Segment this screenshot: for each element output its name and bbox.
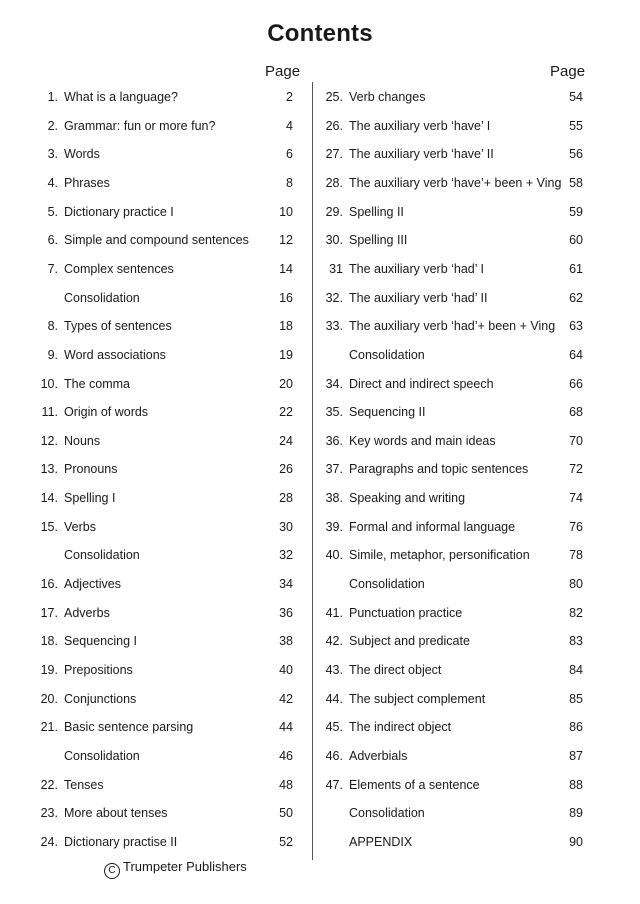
toc-entry [313, 689, 640, 709]
toc-entry-page: 74 [569, 491, 583, 506]
toc-entry-number: 29. [325, 204, 343, 219]
toc-entry-title: Conjunctions [64, 691, 137, 706]
toc-entry-number: 39. [325, 519, 343, 534]
toc-entry-number: 22. [40, 777, 58, 792]
toc-entry-page: 4 [286, 118, 293, 133]
toc-entry-page: 55 [569, 118, 583, 133]
toc-entry [0, 144, 312, 164]
toc-entry-page: 48 [279, 777, 293, 792]
toc-entry-page: 46 [279, 748, 293, 763]
toc-entry [0, 689, 312, 709]
toc-entry-page: 76 [569, 519, 583, 534]
toc-entry-title: The auxiliary verb ‘have’ II [349, 147, 494, 162]
toc-entry-number: 36. [325, 433, 343, 448]
toc-entry-title: More about tenses [64, 806, 168, 821]
toc-entry-number: 26. [325, 118, 343, 133]
toc-entry [313, 631, 640, 651]
toc-entry-number: 45. [325, 720, 343, 735]
toc-entry [0, 660, 312, 680]
copyright-icon: C [104, 863, 120, 879]
toc-entry [313, 87, 640, 107]
toc-entry-number: 6. [47, 233, 58, 248]
toc-entry-title: Spelling II [349, 204, 404, 219]
toc-entry [313, 230, 640, 250]
toc-entry-title: Adverbials [349, 748, 408, 763]
toc-entry-number: 34. [325, 376, 343, 391]
toc-entry-page: 86 [569, 720, 583, 735]
toc-entry-page: 85 [569, 691, 583, 706]
toc-entry-title: Grammar: fun or more fun? [64, 118, 216, 133]
toc-entry-page: 88 [569, 777, 583, 792]
toc-entry-number: 1. [47, 90, 58, 104]
toc-entry-title: Simple and compound sentences [64, 233, 249, 248]
toc-entry-title: Adverbs [64, 605, 110, 620]
toc-entry-title: Subject and predicate [349, 634, 470, 649]
toc-entry-number: 8. [47, 319, 58, 334]
toc-entry-title: Punctuation practice [349, 605, 463, 620]
toc-entry-number: 42. [325, 634, 343, 649]
toc-entry-number: 44. [325, 691, 343, 706]
toc-entry [313, 259, 640, 279]
toc-entry [313, 202, 640, 222]
toc-entry-title: Dictionary practice I [64, 204, 174, 219]
toc-entry-page: 40 [279, 663, 293, 677]
toc-entry-title: The comma [64, 376, 130, 391]
toc-entry [313, 402, 640, 422]
toc-entry-page: 26 [279, 462, 293, 477]
toc-entry-title: Phrases [64, 175, 110, 190]
toc-entry-page: 18 [279, 319, 293, 334]
toc-entry-page: 82 [569, 605, 583, 620]
toc-entry-number: 46. [325, 748, 343, 763]
toc-entry-page: 14 [279, 261, 293, 276]
toc-entry-number: 17. [40, 605, 58, 620]
toc-entry-number: 27. [325, 147, 343, 162]
toc-entry [313, 488, 640, 508]
toc-entry-number: 37. [325, 462, 343, 477]
toc-entry-page: 32 [279, 548, 293, 563]
toc-entry-number: 14. [40, 491, 58, 506]
toc-entry-number: 9. [47, 347, 58, 362]
page-title: Contents [267, 20, 373, 47]
toc-entry-page: 64 [569, 347, 583, 362]
toc-entry-page: 22 [279, 405, 293, 420]
toc-entry [0, 374, 312, 394]
toc-entry-number: 30. [325, 233, 343, 248]
toc-entry-page: 34 [279, 577, 293, 592]
toc-entry-page: 90 [569, 834, 583, 849]
toc-entry [0, 545, 312, 565]
toc-entry-title: Types of sentences [64, 319, 172, 334]
toc-entry-page: 8 [286, 175, 293, 190]
toc-entry [313, 316, 640, 336]
toc-entry-title: Words [64, 147, 100, 162]
toc-entry-page: 2 [286, 90, 293, 104]
toc-entry-page: 19 [279, 347, 293, 362]
toc-entry [0, 431, 312, 451]
toc-entry-title: The auxiliary verb ‘have’ I [349, 118, 491, 133]
toc-entry-title: The direct object [349, 663, 442, 677]
toc-entry [313, 574, 640, 594]
toc-entry [313, 717, 640, 737]
toc-entry [0, 717, 312, 737]
toc-entry [313, 746, 640, 766]
toc-entry-page: 42 [279, 691, 293, 706]
toc-entry [313, 288, 640, 308]
toc-entry-title: Consolidation [349, 347, 425, 362]
publisher-name: Trumpeter Publishers [123, 859, 247, 874]
toc-entry [0, 87, 312, 107]
toc-entry-page: 54 [569, 90, 583, 104]
toc-entry [0, 775, 312, 795]
toc-entry [313, 116, 640, 136]
toc-entry [0, 832, 312, 852]
toc-entry-title: Adjectives [64, 577, 121, 592]
toc-entry-title: Speaking and writing [349, 491, 466, 506]
toc-entry-title: Sequencing I [64, 634, 137, 649]
toc-entry [313, 144, 640, 164]
toc-entry-page: 72 [569, 462, 583, 477]
toc-entry-number: 7. [47, 261, 58, 276]
toc-entry-title: Consolidation [64, 548, 140, 563]
toc-entry-number: 3. [47, 147, 58, 162]
toc-entry-number: 10. [40, 376, 58, 391]
toc-entry-page: 36 [279, 605, 293, 620]
toc-entry-title: Complex sentences [64, 261, 174, 276]
toc-entry-title: Origin of words [64, 405, 149, 420]
toc-entry-number: 35. [325, 405, 343, 420]
toc-entry-number: 18. [40, 634, 58, 649]
toc-entry-number: 15. [40, 519, 58, 534]
toc-entry [0, 603, 312, 623]
toc-entry [0, 402, 312, 422]
toc-entry [0, 631, 312, 651]
toc-entry [0, 173, 312, 193]
toc-entry-page: 78 [569, 548, 583, 563]
toc-entry [0, 517, 312, 537]
toc-entry-page: 58 [569, 175, 583, 190]
toc-entry [0, 803, 312, 823]
toc-entry-number: 11. [41, 405, 58, 420]
toc-entry [313, 173, 640, 193]
toc-entry-title: Dictionary practise II [64, 834, 178, 849]
toc-entry-title: Pronouns [64, 462, 118, 477]
toc-entry-title: The subject complement [349, 691, 486, 706]
toc-entry-page: 63 [569, 319, 583, 334]
toc-entry-page: 62 [569, 290, 583, 305]
toc-entry [313, 345, 640, 365]
toc-entry-title: Prepositions [64, 663, 133, 677]
footer [104, 858, 247, 879]
toc-entry-title: Formal and informal language [349, 519, 516, 534]
toc-entry-number: 5. [47, 204, 58, 219]
toc-entry-number: 24. [40, 834, 58, 849]
toc-entry-page: 68 [569, 405, 583, 420]
toc-entry-number: 2. [47, 118, 58, 133]
toc-entry-number: 21. [40, 720, 58, 735]
toc-entry-title: The auxiliary verb ‘had’ II [349, 290, 488, 305]
toc-entry [0, 459, 312, 479]
toc-entry-page: 61 [569, 261, 583, 276]
toc-entry-page: 6 [286, 147, 293, 162]
toc-entry [313, 374, 640, 394]
toc-entry-title: Spelling III [349, 233, 408, 248]
toc-entry-title: Simile, metaphor, personification [349, 548, 530, 563]
toc-entry [0, 488, 312, 508]
toc-entry [0, 259, 312, 279]
toc-entry [313, 603, 640, 623]
page-column-heading-left: Page [265, 63, 301, 80]
toc-entry-number: 20. [40, 691, 58, 706]
toc-entry-page: 20 [279, 376, 293, 391]
toc-entry [313, 832, 640, 852]
toc-entry-number: 23. [40, 806, 58, 821]
toc-entry-title: Verbs [64, 519, 96, 534]
toc-entry-title: Consolidation [64, 748, 140, 763]
toc-entry [0, 574, 312, 594]
toc-entry-title: Elements of a sentence [349, 777, 480, 792]
toc-entry-number: 19. [40, 663, 58, 677]
toc-entry-page: 70 [569, 433, 583, 448]
toc-entry-page: 24 [279, 433, 293, 448]
toc-entry-title: Sequencing II [349, 405, 426, 420]
toc-entry-title: Verb changes [349, 90, 426, 104]
toc-entry-title: The indirect object [349, 720, 452, 735]
toc-entry-title: APPENDIX [349, 834, 413, 849]
toc-entry-number: 40. [325, 548, 343, 563]
toc-entry-title: Basic sentence parsing [64, 720, 194, 735]
toc-entry-page: 50 [279, 806, 293, 821]
toc-entry-title: Consolidation [349, 577, 425, 592]
toc-entry [313, 459, 640, 479]
toc-entry-page: 12 [279, 233, 293, 248]
toc-entry [313, 803, 640, 823]
toc-entry-page: 89 [569, 806, 583, 821]
toc-entry [0, 288, 312, 308]
toc-entry-title: Word associations [64, 347, 166, 362]
toc-entry-page: 16 [279, 290, 293, 305]
toc-entry [313, 660, 640, 680]
toc-entry-number: 41. [325, 605, 343, 620]
toc-entry-title: Direct and indirect speech [349, 376, 494, 391]
toc-entry-page: 38 [279, 634, 293, 649]
toc-entry-number: 16. [40, 577, 58, 592]
toc-entry-number: 32. [325, 290, 343, 305]
toc-entry-number: 12. [40, 433, 58, 448]
toc-entry-page: 56 [569, 147, 583, 162]
toc-entry-page: 80 [569, 577, 583, 592]
toc-entry [0, 746, 312, 766]
toc-entry [0, 230, 312, 250]
toc-entry-title: Consolidation [349, 806, 425, 821]
toc-entry-title: Spelling I [64, 491, 116, 506]
toc-entry-number: 4. [47, 175, 58, 190]
toc-entry [0, 316, 312, 336]
toc-entry [313, 775, 640, 795]
toc-entry-title: Nouns [64, 433, 101, 448]
toc-entry-page: 83 [569, 634, 583, 649]
toc-entry-title: The auxiliary verb ‘had’+ been + Ving [349, 319, 556, 334]
toc-entry-page: 87 [569, 748, 583, 763]
toc-entry [0, 345, 312, 365]
toc-entry-title: Tenses [64, 777, 104, 792]
toc-entry-number: 13. [40, 462, 58, 477]
toc-entry [0, 202, 312, 222]
toc-entry-title: Paragraphs and topic sentences [349, 462, 529, 477]
toc-entry-page: 30 [279, 519, 293, 534]
toc-entry-page: 84 [569, 663, 583, 677]
page-column-heading-right: Page [550, 63, 586, 80]
toc-entry-title: Consolidation [64, 290, 140, 305]
toc-entry-page: 66 [569, 376, 583, 391]
toc-entry-page: 52 [279, 834, 293, 849]
toc-entry-title: The auxiliary verb ‘had’ I [349, 261, 485, 276]
toc-entry [313, 431, 640, 451]
toc-entry-page: 60 [569, 233, 583, 248]
toc-entry-page: 59 [569, 204, 583, 219]
toc-entry-title: What is a language? [64, 90, 178, 104]
toc-entry-page: 28 [279, 491, 293, 506]
toc-entry-number: 28. [325, 175, 343, 190]
toc-entry-title: Key words and main ideas [349, 433, 496, 448]
toc-entry [0, 116, 312, 136]
toc-entry-title: The auxiliary verb ‘have’+ been + Ving [349, 175, 562, 190]
toc-entry-number: 33. [325, 319, 343, 334]
toc-entry-number: 31 [329, 261, 343, 276]
toc-entry-number: 25. [325, 90, 343, 104]
toc-entry [313, 545, 640, 565]
toc-entry-number: 38. [325, 491, 343, 506]
toc-entry-page: 10 [279, 204, 293, 219]
toc-entry-number: 43. [325, 663, 343, 677]
toc-entry-page: 44 [279, 720, 293, 735]
toc-entry [313, 517, 640, 537]
toc-entry-number: 47. [325, 777, 343, 792]
